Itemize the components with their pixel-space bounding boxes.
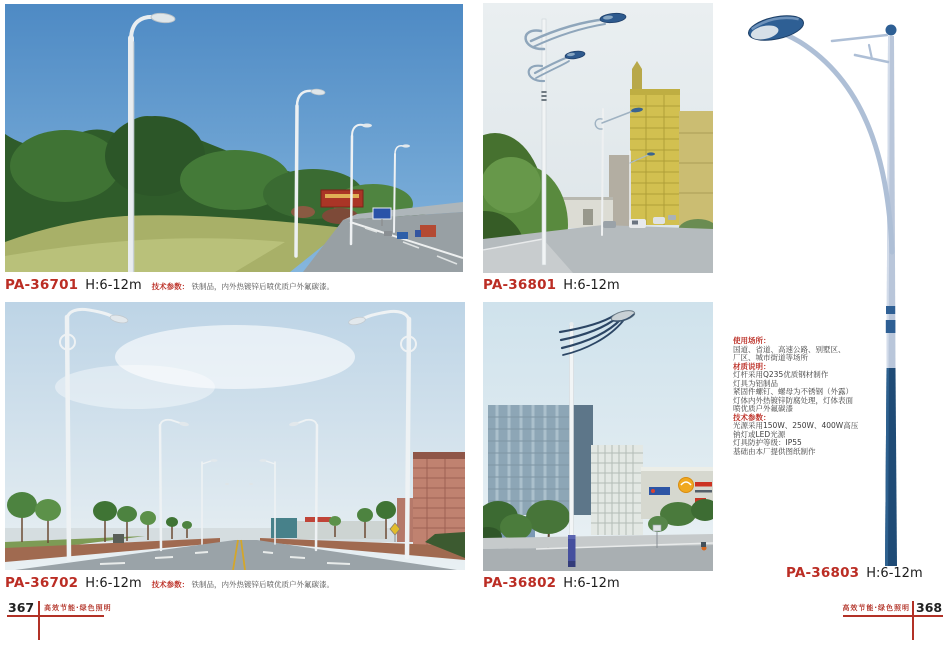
- spec-line: 光源采用150W、250W、400W高压: [733, 421, 859, 430]
- tech-text: 铁制品，内外热镀锌后喷优质户外氟碳漆。: [191, 282, 334, 291]
- utility-box: [113, 534, 124, 543]
- spec-line: 喷优质户外氟碳漆: [733, 404, 793, 413]
- footer-rule-right: [843, 615, 943, 617]
- product-code: PA-36803: [786, 565, 860, 581]
- lamp-arm: [772, 30, 892, 252]
- tech-text: 铁制品，内外热镀锌后喷优质户外氟碳漆。: [191, 580, 334, 589]
- cloud: [55, 365, 215, 409]
- spec-line: 灯具为铝制品: [733, 378, 778, 388]
- spec-line: 国道、省道、高速公路、别墅区、: [733, 344, 846, 354]
- product-code: PA-36701: [5, 277, 79, 293]
- spec-line: 基础由本厂提供图纸制作: [733, 446, 816, 456]
- spec-panel: [733, 337, 933, 456]
- street-scene-illustration: [483, 3, 713, 273]
- highway-scene-illustration: [5, 4, 463, 272]
- tech-note: [152, 281, 334, 292]
- product-code: PA-36802: [483, 575, 557, 591]
- footer-rule-left: [7, 615, 104, 617]
- product-code: PA-36801: [483, 277, 557, 293]
- product-height: H:6-12m: [85, 278, 142, 293]
- spec-line: 灯具防护等级：IP55: [733, 438, 802, 447]
- page-number-right: 368: [916, 600, 943, 615]
- product-height: H:6-12m: [866, 566, 923, 581]
- spec-material-title: 材质说明：: [733, 361, 771, 371]
- lattice-building: [591, 445, 643, 535]
- photo-pa-36801: [483, 3, 713, 273]
- caption-pa-36702: [5, 575, 334, 591]
- spec-line: 灯杆采用Q235优质钢材制作: [733, 370, 829, 379]
- product-height: H:6-12m: [563, 576, 620, 591]
- footer-slogan-left: 高效节能·绿色照明: [44, 604, 112, 612]
- spec-usage-title: 使用场所：: [733, 336, 771, 345]
- city-scene-illustration: [483, 302, 713, 571]
- spec-line: 厂区、城市街道等场所: [733, 353, 808, 362]
- product-height: H:6-12m: [85, 576, 142, 591]
- tech-note: [152, 579, 334, 590]
- avenue-scene-illustration: [5, 302, 465, 570]
- road: [483, 534, 713, 571]
- page-number-left: 367: [8, 600, 35, 615]
- spec-line: 紧固件螺钉、螺母为不锈钢（外露）: [733, 387, 853, 396]
- footer-divider-right: [912, 601, 914, 640]
- render-pa-36803: [718, 0, 950, 575]
- tech-label: 技术参数：: [151, 282, 190, 291]
- footer-slogan-right: 高效节能·绿色照明: [842, 604, 910, 612]
- caption-pa-36801: [483, 277, 620, 293]
- product-height: H:6-12m: [563, 278, 620, 293]
- caption-pa-36701: [5, 277, 334, 293]
- caption-pa-36802: [483, 575, 620, 591]
- scooter: [701, 542, 707, 551]
- photo-pa-36701: [5, 4, 463, 272]
- glass-tower: [488, 405, 593, 515]
- pole: [885, 25, 897, 567]
- spec-tech-title: 技术参数：: [733, 412, 771, 422]
- product-code: PA-36702: [5, 575, 79, 591]
- photo-pa-36802: [483, 302, 713, 571]
- tech-label: 技术参数：: [151, 580, 190, 589]
- lamp-pole-render: [718, 0, 950, 575]
- footer-divider-left: [38, 601, 40, 640]
- photo-pa-36702: [5, 302, 465, 570]
- caption-pa-36803: [786, 565, 923, 581]
- spec-line: 钠灯或LED光源: [733, 429, 786, 439]
- spec-line: 灯体内外热镀锌防腐处理，灯体表面: [733, 395, 853, 405]
- billboard: [321, 190, 363, 207]
